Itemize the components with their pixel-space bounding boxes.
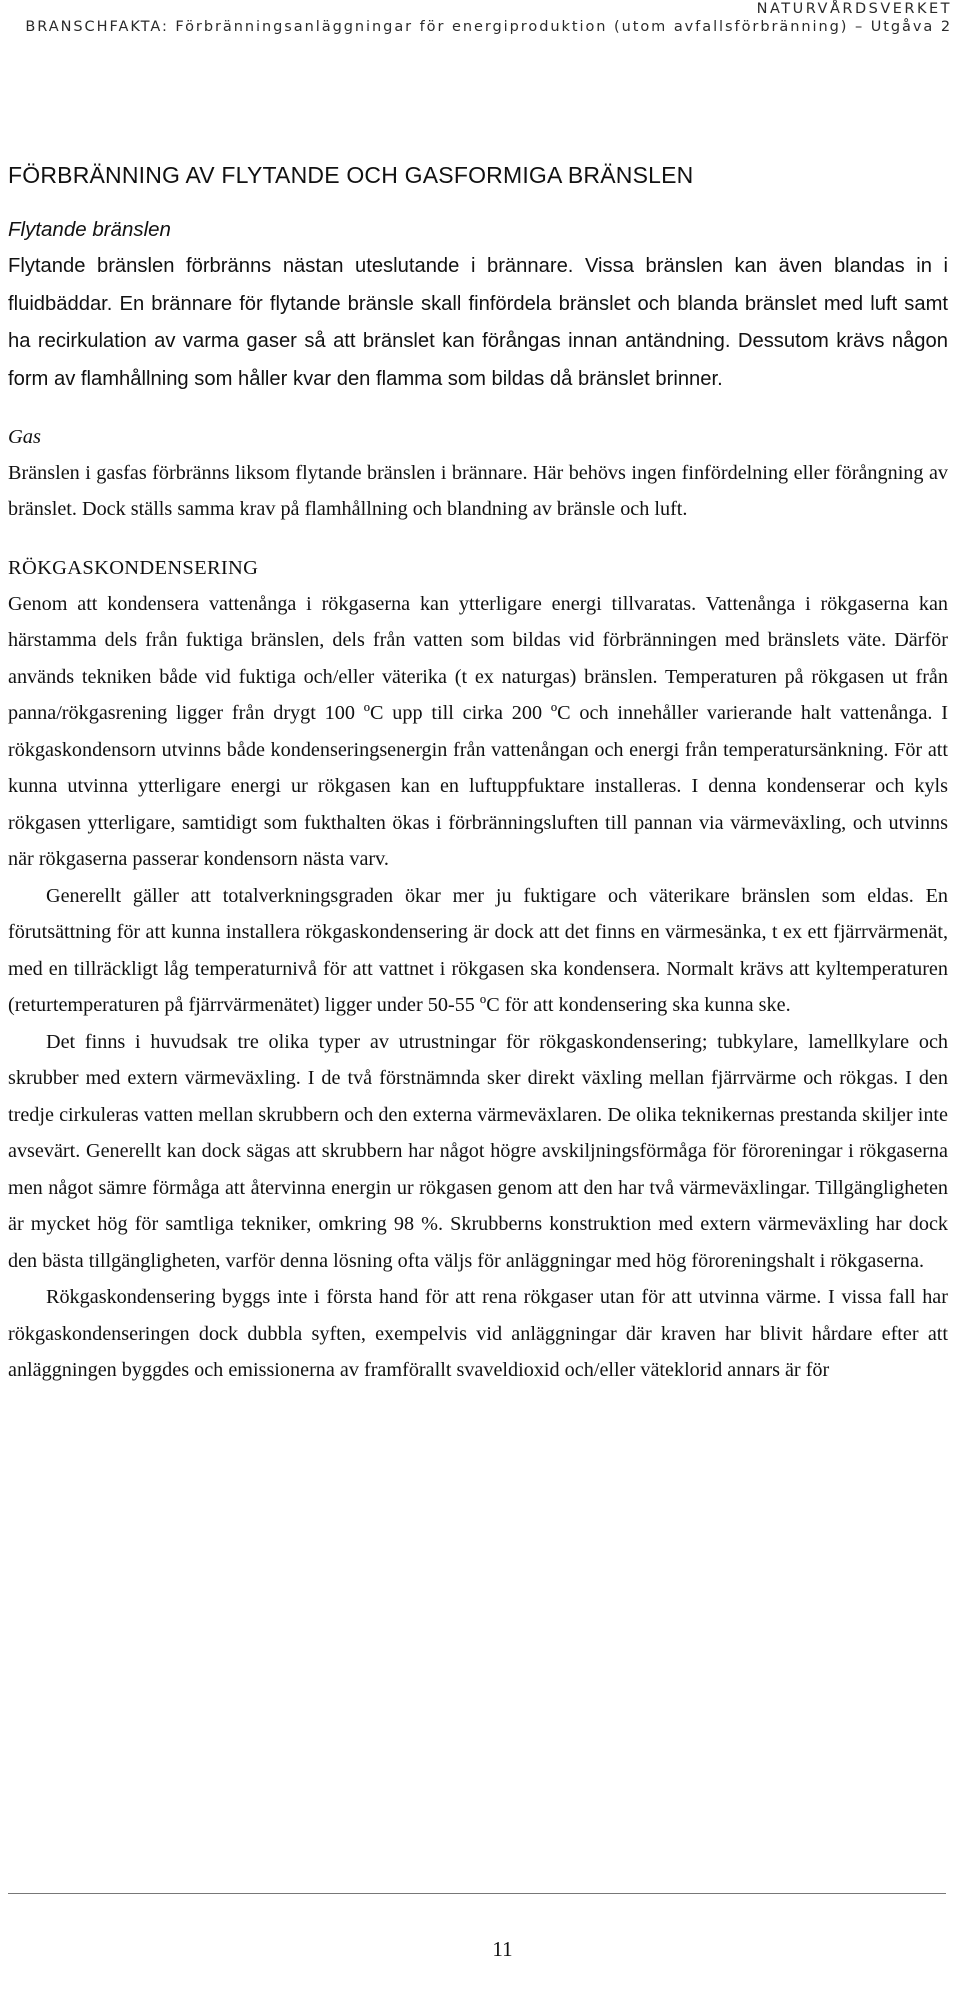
main-heading: FÖRBRÄNNING AV FLYTANDE OCH GASFORMIGA BRÄNSLEN [8,162,694,188]
condensing-paragraph-4: Rökgaskondensering byggs inte i första hand för att rena rökgaser utan för att utvinna värme. I vissa fall har rökgaskondenseringen dock dubbla syften, exempelvis vid anläggningar där kraven har blivit hårdare efter att anläggningen byggdes och emissionerna av framförallt svaveldioxid och/eller väteklorid annars är för [8,1286,948,1382]
liquid-fuels-paragraph: Flytande bränslen förbränns nästan uteslutande i brännare. Vissa bränslen kan även blandas in i fluidbäddar. En brännare för flytande bränsle skall finfördela bränslet och blanda bränslet med luft samt ha recirkulation av varma gaser så att bränslet kan förångas innan antändning. Dessutom krävs någon form av flamhållning som håller kvar den flamma som bildas då bränslet brinner. [8,255,948,391]
condensing-paragraph-3: Det finns i huvudsak tre olika typer av utrustningar för rökgaskondensering; tubkylare, lamellkylare och skrubber med extern värmeväxling. I de två förstnämnda sker direkt växling mellan fjärrvärme och rökgas. I den tredje cirkuleras vatten mellan skrubbern och den externa värmeväxlaren. De olika teknikernas prestanda skiljer inte avsevärt. Generellt kan dock sägas att skrubbern har något högre avskiljningsförmåga för föroreningar i rökgaserna men något sämre förmåga att återvinna energin ur rökgasen genom att den har två värmeväxlingar. Tillgängligheten är mycket hög för samtliga tekniker, omkring 98 %. Skrubberns konstruktion med extern värmeväxling har dock den bästa tillgängligheten, varför denna lösning ofta väljs för anläggningar med hög föroreningshalt i rökgaserna. [8,1030,948,1272]
footer-divider [8,1893,946,1894]
agency-name: NATURVÅRDSVERKET [756,1,952,17]
condensing-paragraph-2: Generellt gäller att totalverkningsgraden ökar mer ju fuktigare och väterikare bränslen som eldas. En förutsättning för att kunna installera rökgaskondensering är dock att det finns en värmesänka, t ex ett fjärrvärmenät, med en tillräckligt låg temperaturnivå för att vattnet i rökgasen ska kondensera. Normalt krävs att kyltemperaturen (returtemperaturen på fjärrvärmenätet) ligger under 50-55 ºC för att kondensering ska kunna ske. [8,884,948,1017]
document-subtitle: BRANSCHFAKTA: Förbränningsanläggningar för energiproduktion (utom avfallsförbränning) – Utgåva 2 [25,19,952,35]
liquid-fuels-heading: Flytande bränslen [8,218,171,241]
page-number: 11 [492,1937,513,1961]
condensing-heading: RÖKGASKONDENSERING [8,556,259,579]
condensing-paragraph-1: Genom att kondensera vattenånga i rökgaserna kan ytterligare energi tillvaratas. Vattenånga i rökgaserna kan härstamma dels från fuktiga bränslen, dels från vatten som bildas vid förbränningen med bränslets väte. Därför används tekniken både vid fuktiga och/eller väterika (t ex naturgas) bränslen. Temperaturen på rökgasen ut från panna/rökgasrening ligger från drygt 100 ºC upp till cirka 200 ºC och innehåller varierande halt vattenånga. I rökgaskondensorn utvinns både kondenseringsenergin från vattenångan och energi från temperatursänkning. För att kunna utvinna ytterligare energi ur rökgasen kan en luftuppfuktare installeras. I denna kondenserar och kyls rökgasen ytterligare, samtidigt som fukthalten ökas i förbränningsluften till pannan via värmeväxling, och utvinns när rökgaserna passerar kondensorn nästa varv. [8,592,948,871]
page-header [0,0,960,52]
page-body [8,160,948,1389]
gas-heading: Gas [8,425,42,448]
gas-paragraph: Bränslen i gasfas förbränns liksom flytande bränslen i brännare. Här behövs ingen finfördelning eller förångning av bränslet. Dock ställs samma krav på flamhållning och blandning av bränsle och luft. [8,461,948,521]
